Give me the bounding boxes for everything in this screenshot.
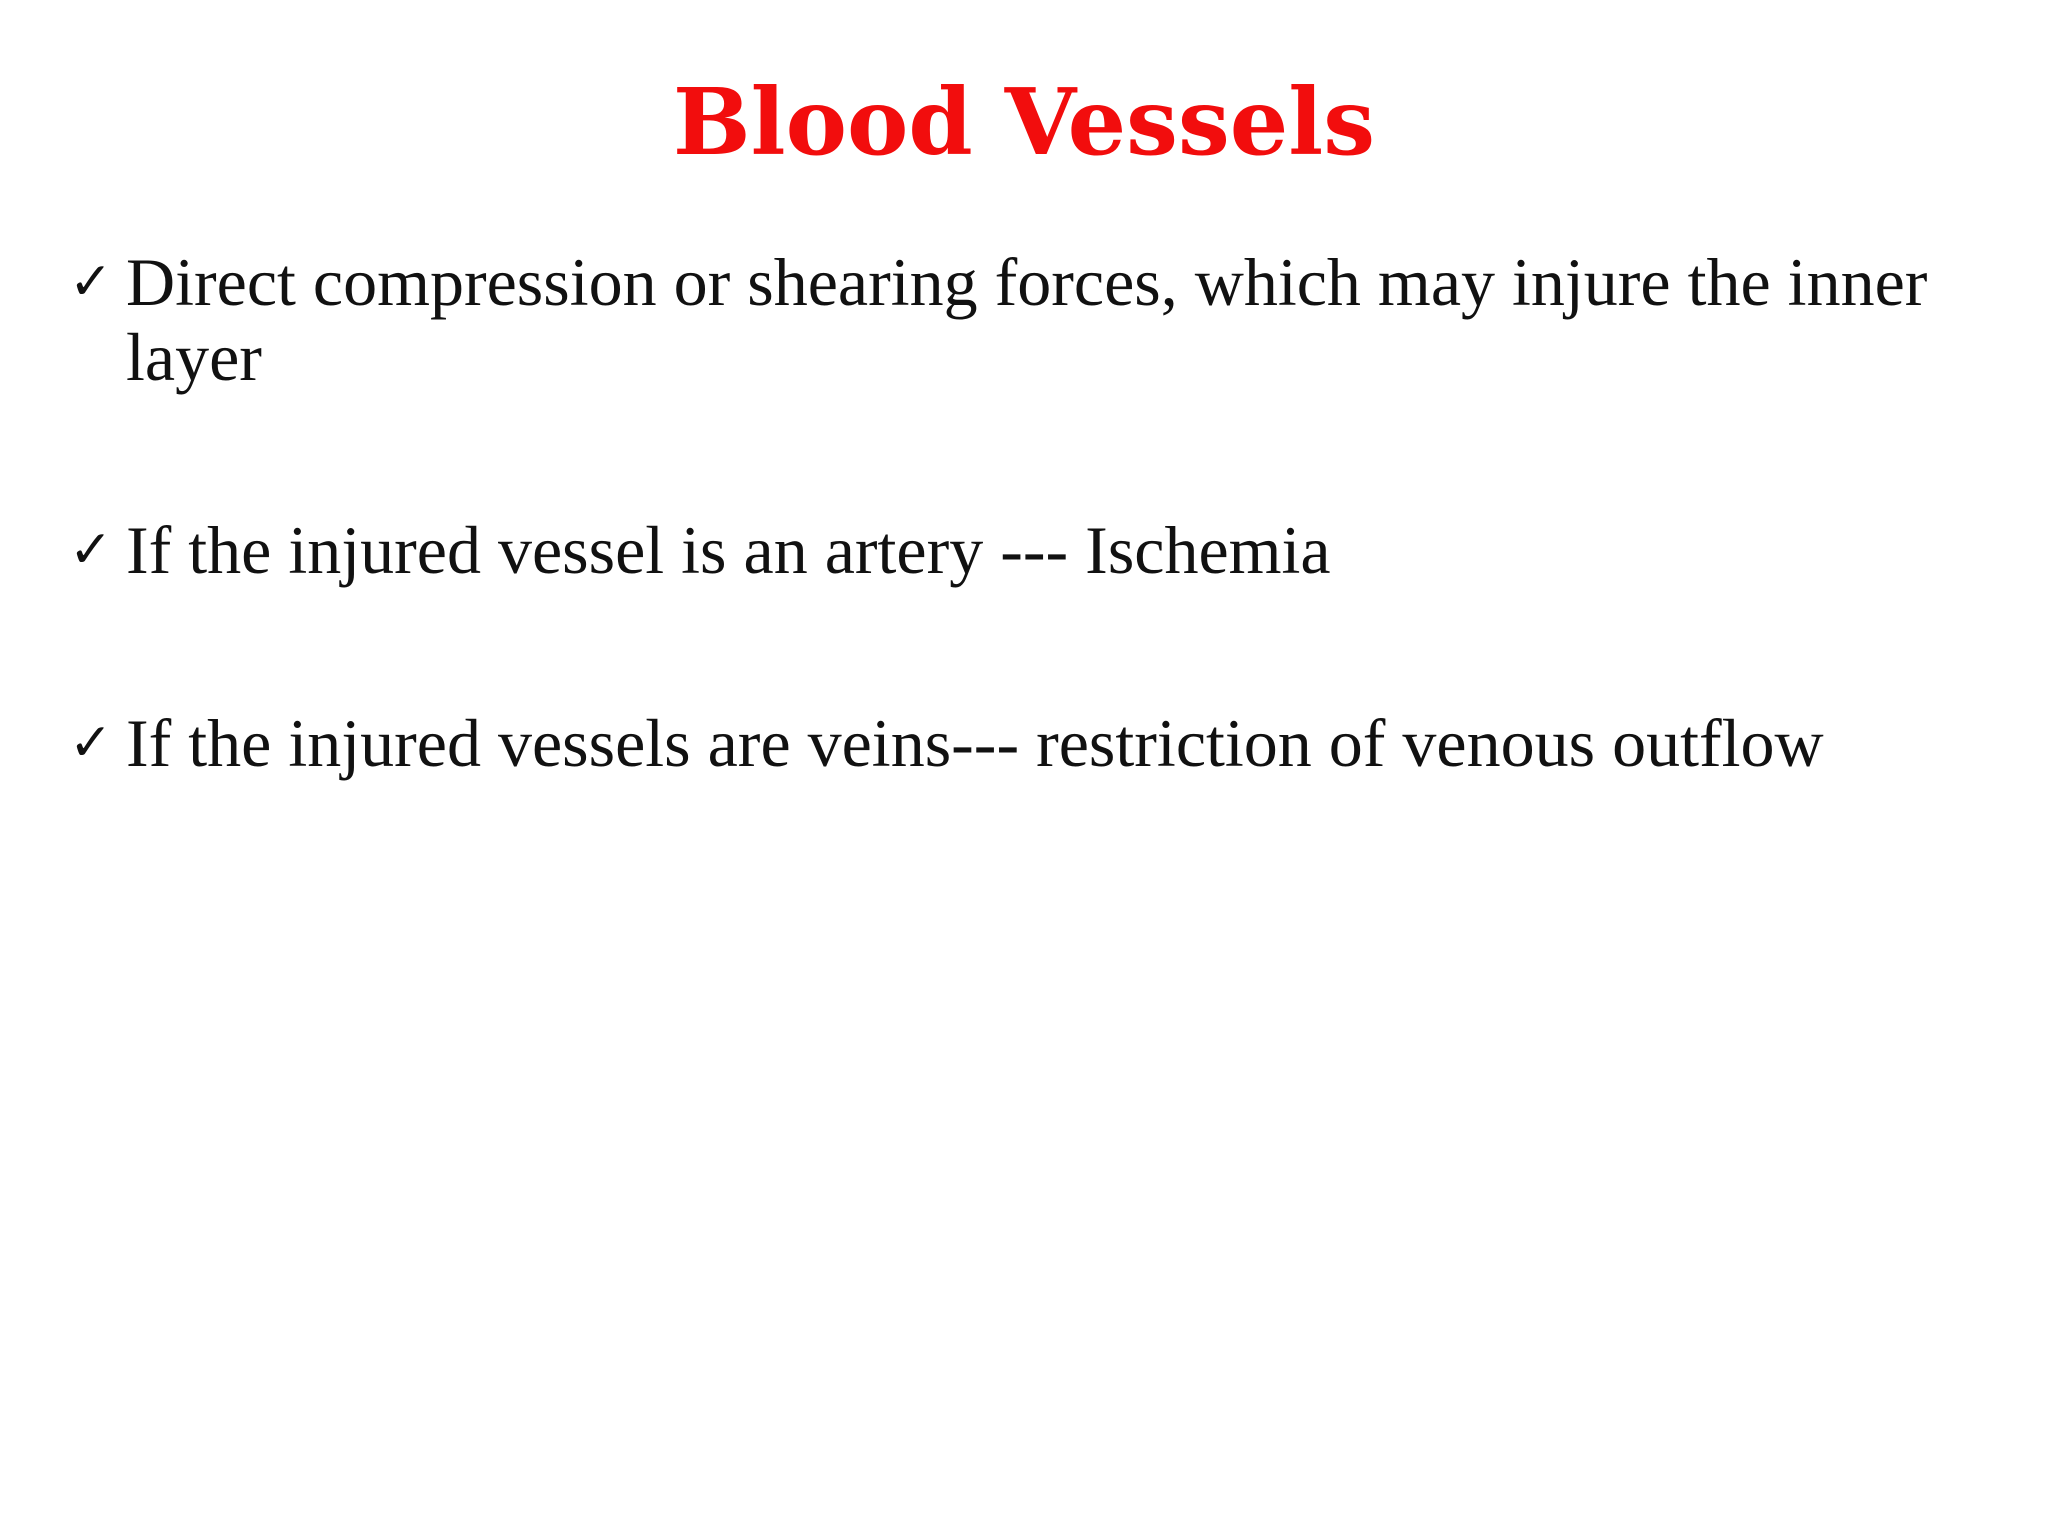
bullet-text: If the injured vessels are veins--- restriction of venous outflow xyxy=(126,705,1824,781)
slide-title: Blood Vessels xyxy=(672,68,1376,176)
check-mark-icon: ✓ xyxy=(69,713,113,773)
check-mark-icon: ✓ xyxy=(69,520,113,580)
bullet-list xyxy=(69,244,1935,781)
bullet-item xyxy=(69,244,1935,395)
bullet-item xyxy=(69,512,1935,588)
bullet-text: If the injured vessel is an artery --- Ischemia xyxy=(126,512,1331,588)
bullet-item xyxy=(69,705,1935,781)
check-mark-icon: ✓ xyxy=(69,252,113,312)
bullet-text: Direct compression or shearing forces, which may injure the inner layer xyxy=(126,244,1928,395)
